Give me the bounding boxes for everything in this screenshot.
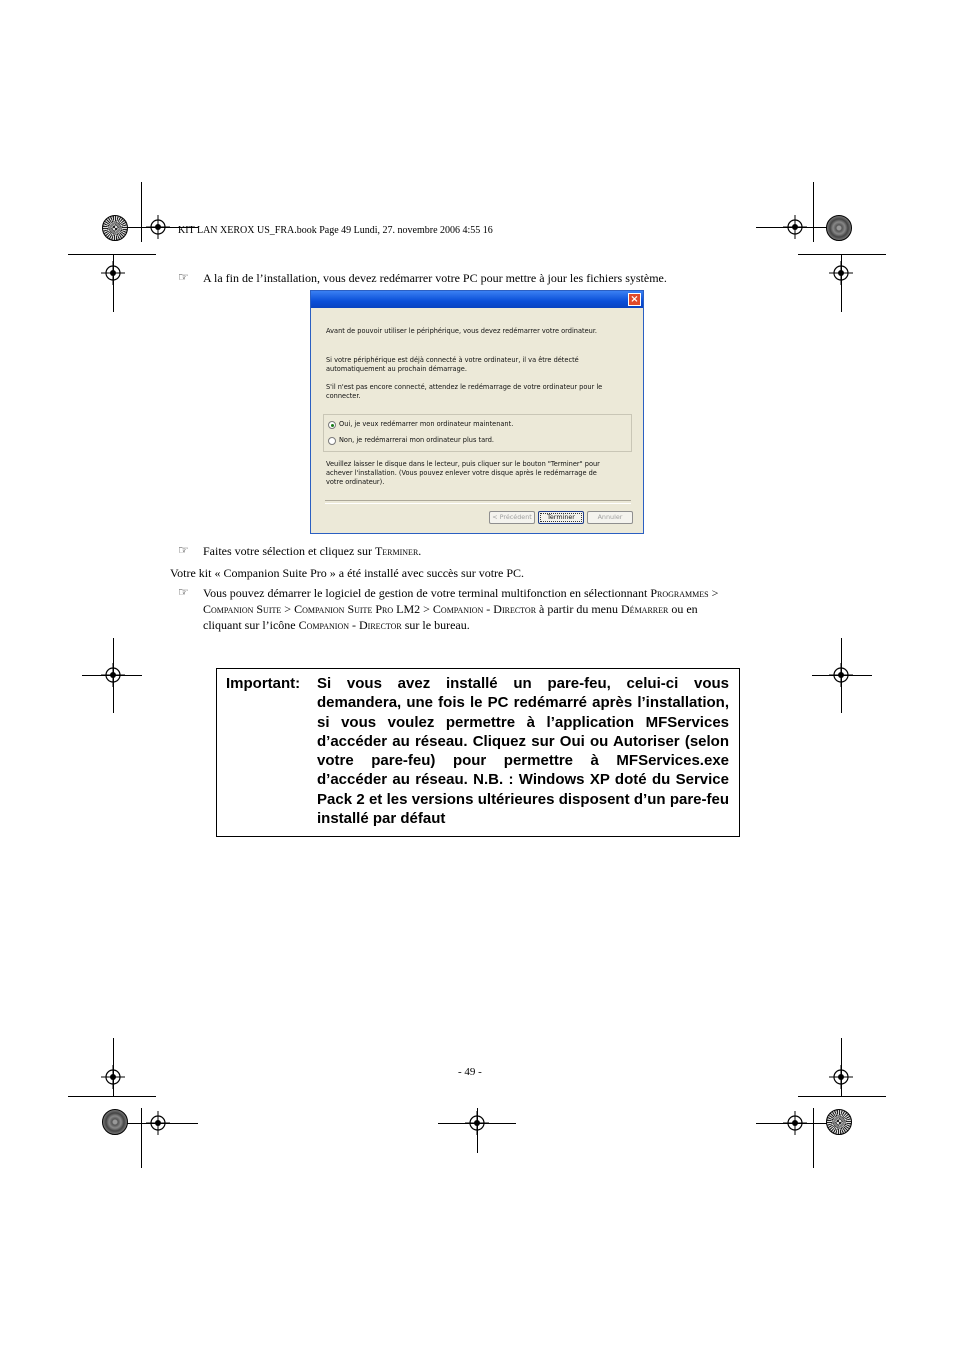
pointing-hand-icon: ☞	[178, 585, 189, 599]
option-restart-now-label: Oui, je veux redémarrer mon ordinateur maintenant.	[339, 420, 514, 428]
dialog-titlebar	[311, 291, 643, 308]
finish-button[interactable]: Terminer	[538, 511, 584, 524]
dialog-text-1: Avant de pouvoir utiliser le périphérique, vous devez redémarrer votre ordinateur.	[326, 327, 598, 335]
registration-target-icon	[465, 1111, 489, 1135]
menu-term-companion-suite-pro: Companion Suite Pro	[294, 602, 394, 616]
menu-term-companion-director: Companion - Director	[432, 602, 537, 616]
menu-term-programmes: Programmes	[650, 586, 709, 600]
important-label: Important:	[226, 675, 301, 692]
close-icon[interactable]: ×	[628, 293, 641, 306]
registration-target-icon	[783, 215, 807, 239]
bullet-launch-line-3	[203, 617, 470, 634]
registration-target-icon	[829, 261, 853, 285]
radio-restart-now[interactable]	[328, 421, 336, 429]
dialog-text-4b: achever l'installation. (Vous pouvez enlever votre disque après le redémarrage de	[326, 469, 597, 477]
dialog-text-3a: S'il n'est pas encore connecté, attendez le redémarrage de votre ordinateur pour le	[326, 383, 603, 391]
registration-target-icon	[829, 1065, 853, 1089]
registration-target-icon	[146, 215, 170, 239]
dialog-text-2a: Si votre périphérique est déjà connecté à votre ordinateur, il va être détecté	[326, 356, 579, 364]
restart-options-group	[323, 414, 632, 452]
pointing-hand-icon: ☞	[178, 270, 189, 284]
bullet-text: cliquant sur l’icône	[203, 618, 299, 632]
dialog-text-4a: Veuillez laisser le disque dans le lecteur, puis cliquer sur le bouton "Terminer" pour	[326, 460, 600, 468]
bullet-text: sur le bureau.	[401, 618, 470, 632]
important-note-box	[216, 668, 740, 837]
density-wheel-icon	[102, 1109, 128, 1135]
density-wheel-icon	[826, 215, 852, 241]
menu-term-demarrer: Démarrer	[621, 602, 669, 616]
restart-dialog	[310, 290, 644, 534]
bullet-finish-instruction	[203, 543, 421, 560]
dialog-text-2b: automatiquement au prochain démarrage.	[326, 365, 467, 373]
bullet-text: ou en	[668, 602, 698, 616]
bullet-text: Faites votre sélection et cliquez sur	[203, 544, 375, 558]
success-message: Votre kit « Companion Suite Pro » a été installé avec succès sur votre PC.	[170, 566, 525, 580]
pointing-hand-icon: ☞	[178, 543, 189, 557]
cancel-button[interactable]: Annuler	[587, 511, 633, 524]
page-number: - 49 -	[458, 1066, 482, 1078]
registration-target-icon	[783, 1111, 807, 1135]
registration-target-icon	[101, 1065, 125, 1089]
bullet-restart-info: A la fin de l’installation, vous devez redémarrer votre PC pour mettre à jour les fichiers système.	[203, 271, 667, 285]
dialog-text-4c: votre ordinateur).	[326, 478, 385, 486]
registration-target-icon	[101, 663, 125, 687]
menu-term-companion-suite: Companion Suite	[203, 602, 282, 616]
color-wheel-icon	[826, 1109, 852, 1135]
color-wheel-icon	[102, 215, 128, 241]
bullet-text: >	[708, 586, 719, 600]
menu-term-companion-director: Companion - Director	[298, 618, 402, 632]
bullet-launch-line-2	[203, 601, 698, 618]
registration-target-icon	[829, 663, 853, 687]
bullet-text: LM2 >	[393, 602, 433, 616]
registration-target-icon	[101, 261, 125, 285]
bullet-text: à partir du menu	[536, 602, 622, 616]
registration-target-icon	[146, 1111, 170, 1135]
bullet-text: .	[418, 544, 422, 558]
menu-term-terminer: Terminer	[374, 544, 419, 558]
dialog-separator	[325, 500, 631, 504]
option-restart-later-label: Non, je redémarrerai mon ordinateur plus tard.	[339, 436, 495, 444]
important-text: Si vous avez installé un pare-feu, celui-ci vous demandera, une fois le PC redémarré après l’installation, si vous voulez permettre à l’application MFServices d’accéder au réseau. Cliquez sur Oui ou Autoriser (selon votre pare-feu) pour permettre à MFServices.exe d’accéder au réseau. N.B. : Windows XP doté du Service Pack 2 et les versions ultérieures disposent d’un pare-feu installé par défaut	[317, 675, 729, 828]
previous-button[interactable]: < Précédent	[489, 511, 535, 524]
print-header: KIT LAN XEROX US_FRA.book Page 49 Lundi, 27. novembre 2006 4:55 16	[178, 225, 493, 236]
dialog-text-3b: connecter.	[326, 392, 361, 400]
bullet-launch-line-1	[203, 585, 718, 602]
radio-restart-later[interactable]	[328, 437, 336, 445]
bullet-text: Vous pouvez démarrer le logiciel de gestion de votre terminal multifonction en sélectionnant	[203, 586, 651, 600]
bullet-text: >	[281, 602, 295, 616]
